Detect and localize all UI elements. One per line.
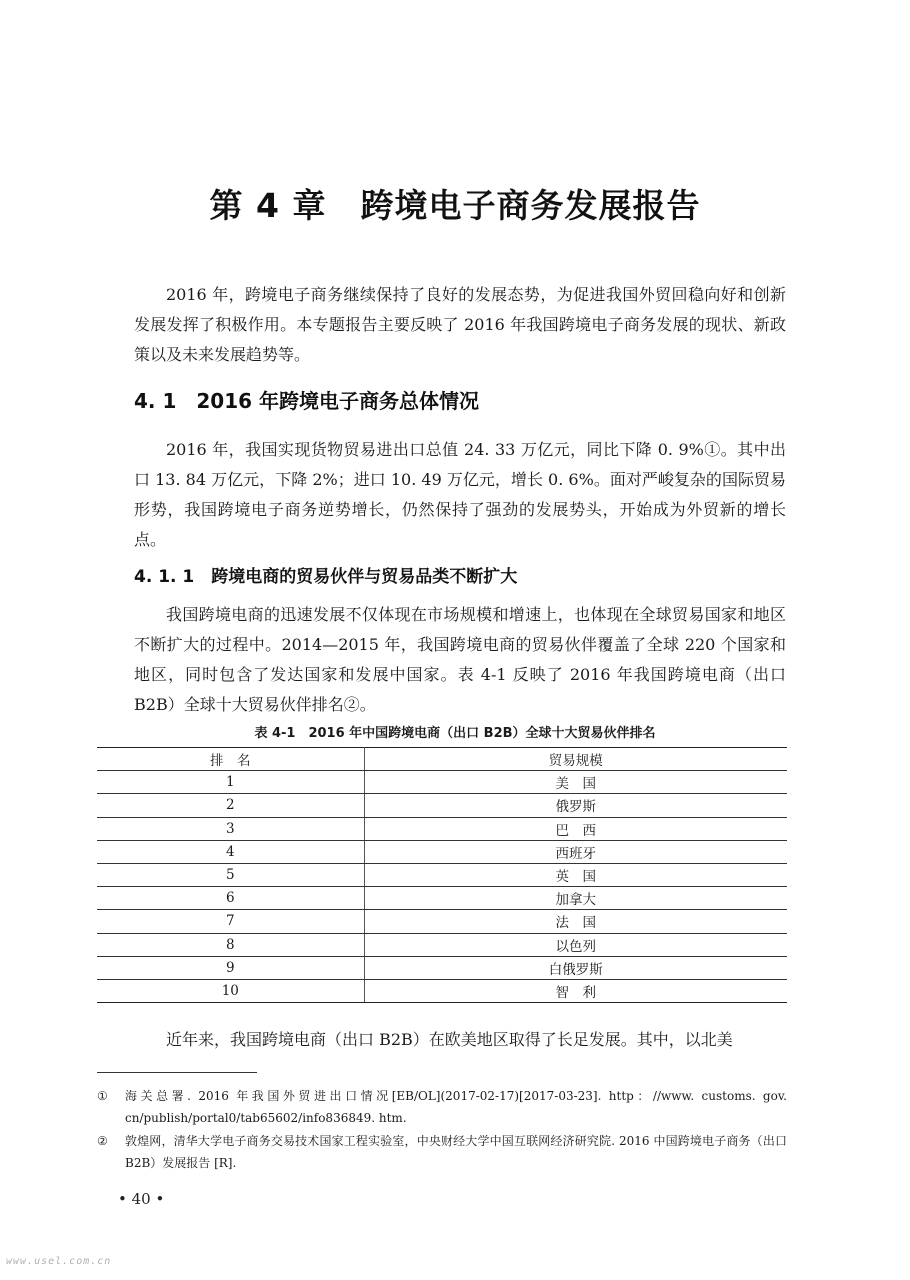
country-cell: 法 国 <box>364 910 787 933</box>
footnote-1 <box>97 1085 787 1129</box>
table-row <box>97 887 787 910</box>
rank-cell: 4 <box>97 840 364 863</box>
table-row <box>97 817 787 840</box>
footnote-divider <box>97 1072 257 1073</box>
closing-paragraph: 近年来，我国跨境电商（出口 B2B）在欧美地区取得了长足发展。其中，以北美 <box>166 1030 733 1049</box>
table-row <box>97 933 787 956</box>
table-body <box>97 771 787 1003</box>
section-4-1-heading: 4. 1 2016 年跨境电子商务总体情况 <box>134 389 480 413</box>
country-cell: 英 国 <box>364 863 787 886</box>
chapter-title: 第 4 章 跨境电子商务发展报告 <box>209 186 701 225</box>
country-cell: 西班牙 <box>364 840 787 863</box>
page-number: • 40 • <box>118 1190 165 1208</box>
table-row <box>97 771 787 794</box>
rank-cell: 5 <box>97 863 364 886</box>
footnote-mark: ① <box>97 1089 108 1103</box>
table-row <box>97 910 787 933</box>
rank-cell: 8 <box>97 933 364 956</box>
table-row <box>97 794 787 817</box>
table-row <box>97 979 787 1002</box>
country-cell: 美 国 <box>364 771 787 794</box>
header-trade-scale: 贸易规模 <box>364 748 787 771</box>
country-cell: 加拿大 <box>364 887 787 910</box>
rank-cell: 1 <box>97 771 364 794</box>
watermark-text: www.usel.com.cn <box>6 1256 112 1267</box>
rank-cell: 6 <box>97 887 364 910</box>
footnote-text: 海关总署. 2016 年我国外贸进出口情况[EB/OL](2017-02-17)[2017-03-23]. http：//www. customs. gov. cn/publish/portal0/tab65602/info836849. htm. <box>125 1089 787 1125</box>
country-cell: 巴 西 <box>364 817 787 840</box>
rank-cell: 9 <box>97 956 364 979</box>
country-cell: 俄罗斯 <box>364 794 787 817</box>
rank-cell: 2 <box>97 794 364 817</box>
rank-cell: 3 <box>97 817 364 840</box>
intro-paragraph: 2016 年，跨境电子商务继续保持了良好的发展态势，为促进我国外贸回稳向好和创新发展发挥了积极作用。本专题报告主要反映了 2016 年我国跨境电子商务发展的现状、新政策以及未来发展趋势等。 <box>134 285 786 364</box>
section-4-1-paragraph: 2016 年，我国实现货物贸易进出口总值 24. 33 万亿元，同比下降 0. 9%①。其中出口 13. 84 万亿元，下降 2%；进口 10. 49 万亿元，增长 0. 6%。面对严峻复杂的国际贸易形势，我国跨境电子商务逆势增长，仍然保持了强劲的发展势头，开始成为外贸新的增长点。 <box>134 440 786 549</box>
section-4-1-1-heading: 4. 1. 1 跨境电商的贸易伙伴与贸易品类不断扩大 <box>134 567 518 587</box>
country-cell: 白俄罗斯 <box>364 956 787 979</box>
rank-cell: 10 <box>97 979 364 1002</box>
footnote-text: 敦煌网，清华大学电子商务交易技术国家工程实验室，中央财经大学中国互联网经济研究院. 2016 中国跨境电子商务（出口 B2B）发展报告 [R]. <box>125 1134 787 1170</box>
country-cell: 智 利 <box>364 979 787 1002</box>
table-row <box>97 863 787 886</box>
section-4-1-1-paragraph: 我国跨境电商的迅速发展不仅体现在市场规模和增速上，也体现在全球贸易国家和地区不断扩大的过程中。2014—2015 年，我国跨境电商的贸易伙伴覆盖了全球 220 个国家和地区，同时包含了发达国家和发展中国家。表 4-1 反映了 2016 年我国跨境电商（出口 B2B）全球十大贸易伙伴排名②。 <box>134 605 786 714</box>
table-header-row <box>97 748 787 771</box>
footnote-mark: ② <box>97 1134 108 1148</box>
rank-cell: 7 <box>97 910 364 933</box>
country-cell: 以色列 <box>364 933 787 956</box>
table-row <box>97 956 787 979</box>
trade-partner-table <box>97 747 787 1003</box>
table-caption: 表 4-1 2016 年中国跨境电商（出口 B2B）全球十大贸易伙伴排名 <box>254 726 656 741</box>
header-rank: 排 名 <box>97 748 364 771</box>
table-row <box>97 840 787 863</box>
footnote-2 <box>97 1130 787 1174</box>
